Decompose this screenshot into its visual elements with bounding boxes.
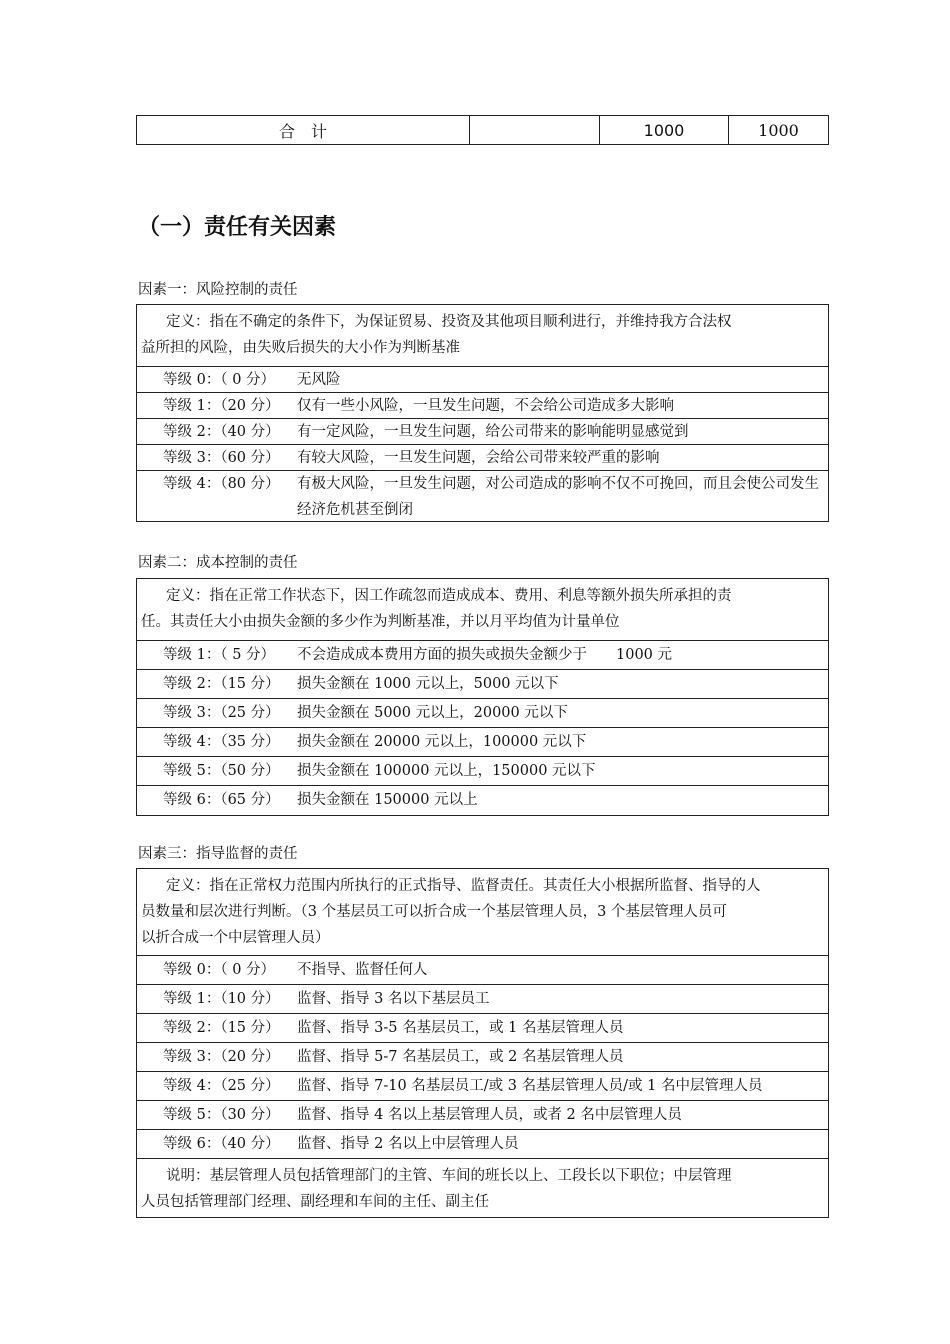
level-label: 等级 3：（25 分） [163,705,280,721]
definition-line: 定义：指在正常权力范围内所执行的正式指导、监督责任。其责任大小根据所监督、指导的人 [166,878,761,894]
level-row [137,670,828,699]
total-label: 合 计 [137,116,470,144]
level-label: 等级 3：（20 分） [163,1049,280,1065]
level-desc: 有极大风险，一旦发生问题，对公司造成的影响不仅不可挽回，而且会使公司发生经济危机甚至倒闭 [297,476,819,518]
total-value-2: 1000 [758,120,799,140]
note-line: 人员包括管理部门经理、副经理和车间的主任、副主任 [141,1194,489,1210]
level-desc: 监督、指导 2 名以上中层管理人员 [297,1136,519,1152]
level-label: 等级 6：（40 分） [163,1136,280,1152]
level-row [137,419,828,445]
level-label: 等级 2：（15 分） [163,1020,280,1036]
level-row [137,728,828,757]
level-row [137,985,828,1014]
level-desc: 有较大风险，一旦发生问题，会给公司带来较严重的影响 [297,450,660,466]
factor-3-title: 因素三：指导监督的责任 [138,846,298,862]
factor-3-definition [137,869,828,956]
level-label: 等级 3：（60 分） [163,450,280,466]
level-desc: 损失金额在 5000 元以上，20000 元以下 [297,705,568,721]
level-row [137,641,828,670]
level-row [137,1014,828,1043]
level-label: 等级 0：（ 0 分） [163,372,276,388]
level-row [137,1072,828,1101]
level-desc: 监督、指导 5-7 名基层员工，或 2 名基层管理人员 [297,1049,624,1065]
level-desc: 仅有一些小风险，一旦发生问题，不会给公司造成多大影响 [297,398,674,414]
level-label: 等级 1：（10 分） [163,991,280,1007]
level-row [137,1101,828,1130]
total-blank-cell [470,116,600,144]
level-row [137,1130,828,1159]
level-label: 等级 4：（80 分） [163,476,280,492]
factor-3-note [137,1159,828,1217]
level-row [137,471,828,521]
factor-2-definition [137,579,828,641]
level-row [137,786,828,815]
level-desc: 不会造成成本费用方面的损失或损失金额少于 1000 元 [297,647,673,663]
level-row [137,445,828,471]
level-row [137,393,828,419]
level-row [137,956,828,985]
factor-1-table [136,304,829,522]
section-heading: （一）责任有关因素 [138,215,337,240]
factor-2-table [136,578,829,816]
factor-1-definition [137,305,828,367]
level-desc: 不指导、监督任何人 [297,962,428,978]
definition-line: 定义：指在不确定的条件下，为保证贸易、投资及其他项目顺利进行，并维持我方合法权 [166,314,732,330]
level-desc: 有一定风险，一旦发生问题，给公司带来的影响能明显感觉到 [297,424,689,440]
level-desc: 损失金额在 1000 元以上，5000 元以下 [297,676,559,692]
level-desc: 监督、指导 4 名以上基层管理人员，或者 2 名中层管理人员 [297,1107,682,1123]
definition-line: 定义：指在正常工作状态下，因工作疏忽而造成成本、费用、利息等额外损失所承担的责 [166,588,732,604]
level-label: 等级 5：（30 分） [163,1107,280,1123]
level-row [137,367,828,393]
level-label: 等级 5：（50 分） [163,763,280,779]
factor-3-table [136,868,829,1218]
level-desc: 损失金额在 100000 元以上，150000 元以下 [297,763,596,779]
factor-1-title: 因素一：风险控制的责任 [138,282,298,298]
level-desc: 监督、指导 3 名以下基层员工 [297,991,490,1007]
level-desc: 监督、指导 3-5 名基层员工，或 1 名基层管理人员 [297,1020,624,1036]
level-label: 等级 2：（40 分） [163,424,280,440]
definition-line: 益所担的风险，由失败后损失的大小作为判断基准 [141,340,460,356]
factor-2-title: 因素二：成本控制的责任 [138,555,298,571]
level-label: 等级 4：（35 分） [163,734,280,750]
definition-line: 以折合成一个中层管理人员） [141,930,330,946]
level-label: 等级 6：（65 分） [163,792,280,808]
level-row [137,1043,828,1072]
total-table [136,115,829,145]
level-row [137,757,828,786]
definition-line: 任。其责任大小由损失金额的多少作为判断基准，并以月平均值为计量单位 [141,614,620,630]
level-desc: 无风险 [297,372,341,388]
definition-line: 员数量和层次进行判断。（3 个基层员工可以折合成一个基层管理人员，3 个基层管理人员可 [141,904,727,920]
level-label: 等级 1：（ 5 分） [163,647,276,663]
level-desc: 监督、指导 7-10 名基层员工/或 3 名基层管理人员/或 1 名中层管理人员 [297,1078,763,1094]
level-row [137,699,828,728]
level-label: 等级 1：（20 分） [163,398,280,414]
level-label: 等级 0：（ 0 分） [163,962,276,978]
level-desc: 损失金额在 150000 元以上 [297,792,478,808]
note-line: 说明：基层管理人员包括管理部门的主管、车间的班长以上、工段长以下职位；中层管理 [166,1168,732,1184]
level-label: 等级 4：（25 分） [163,1078,280,1094]
level-desc: 损失金额在 20000 元以上，100000 元以下 [297,734,587,750]
total-value-1: 1000 [600,116,729,144]
level-label: 等级 2：（15 分） [163,676,280,692]
